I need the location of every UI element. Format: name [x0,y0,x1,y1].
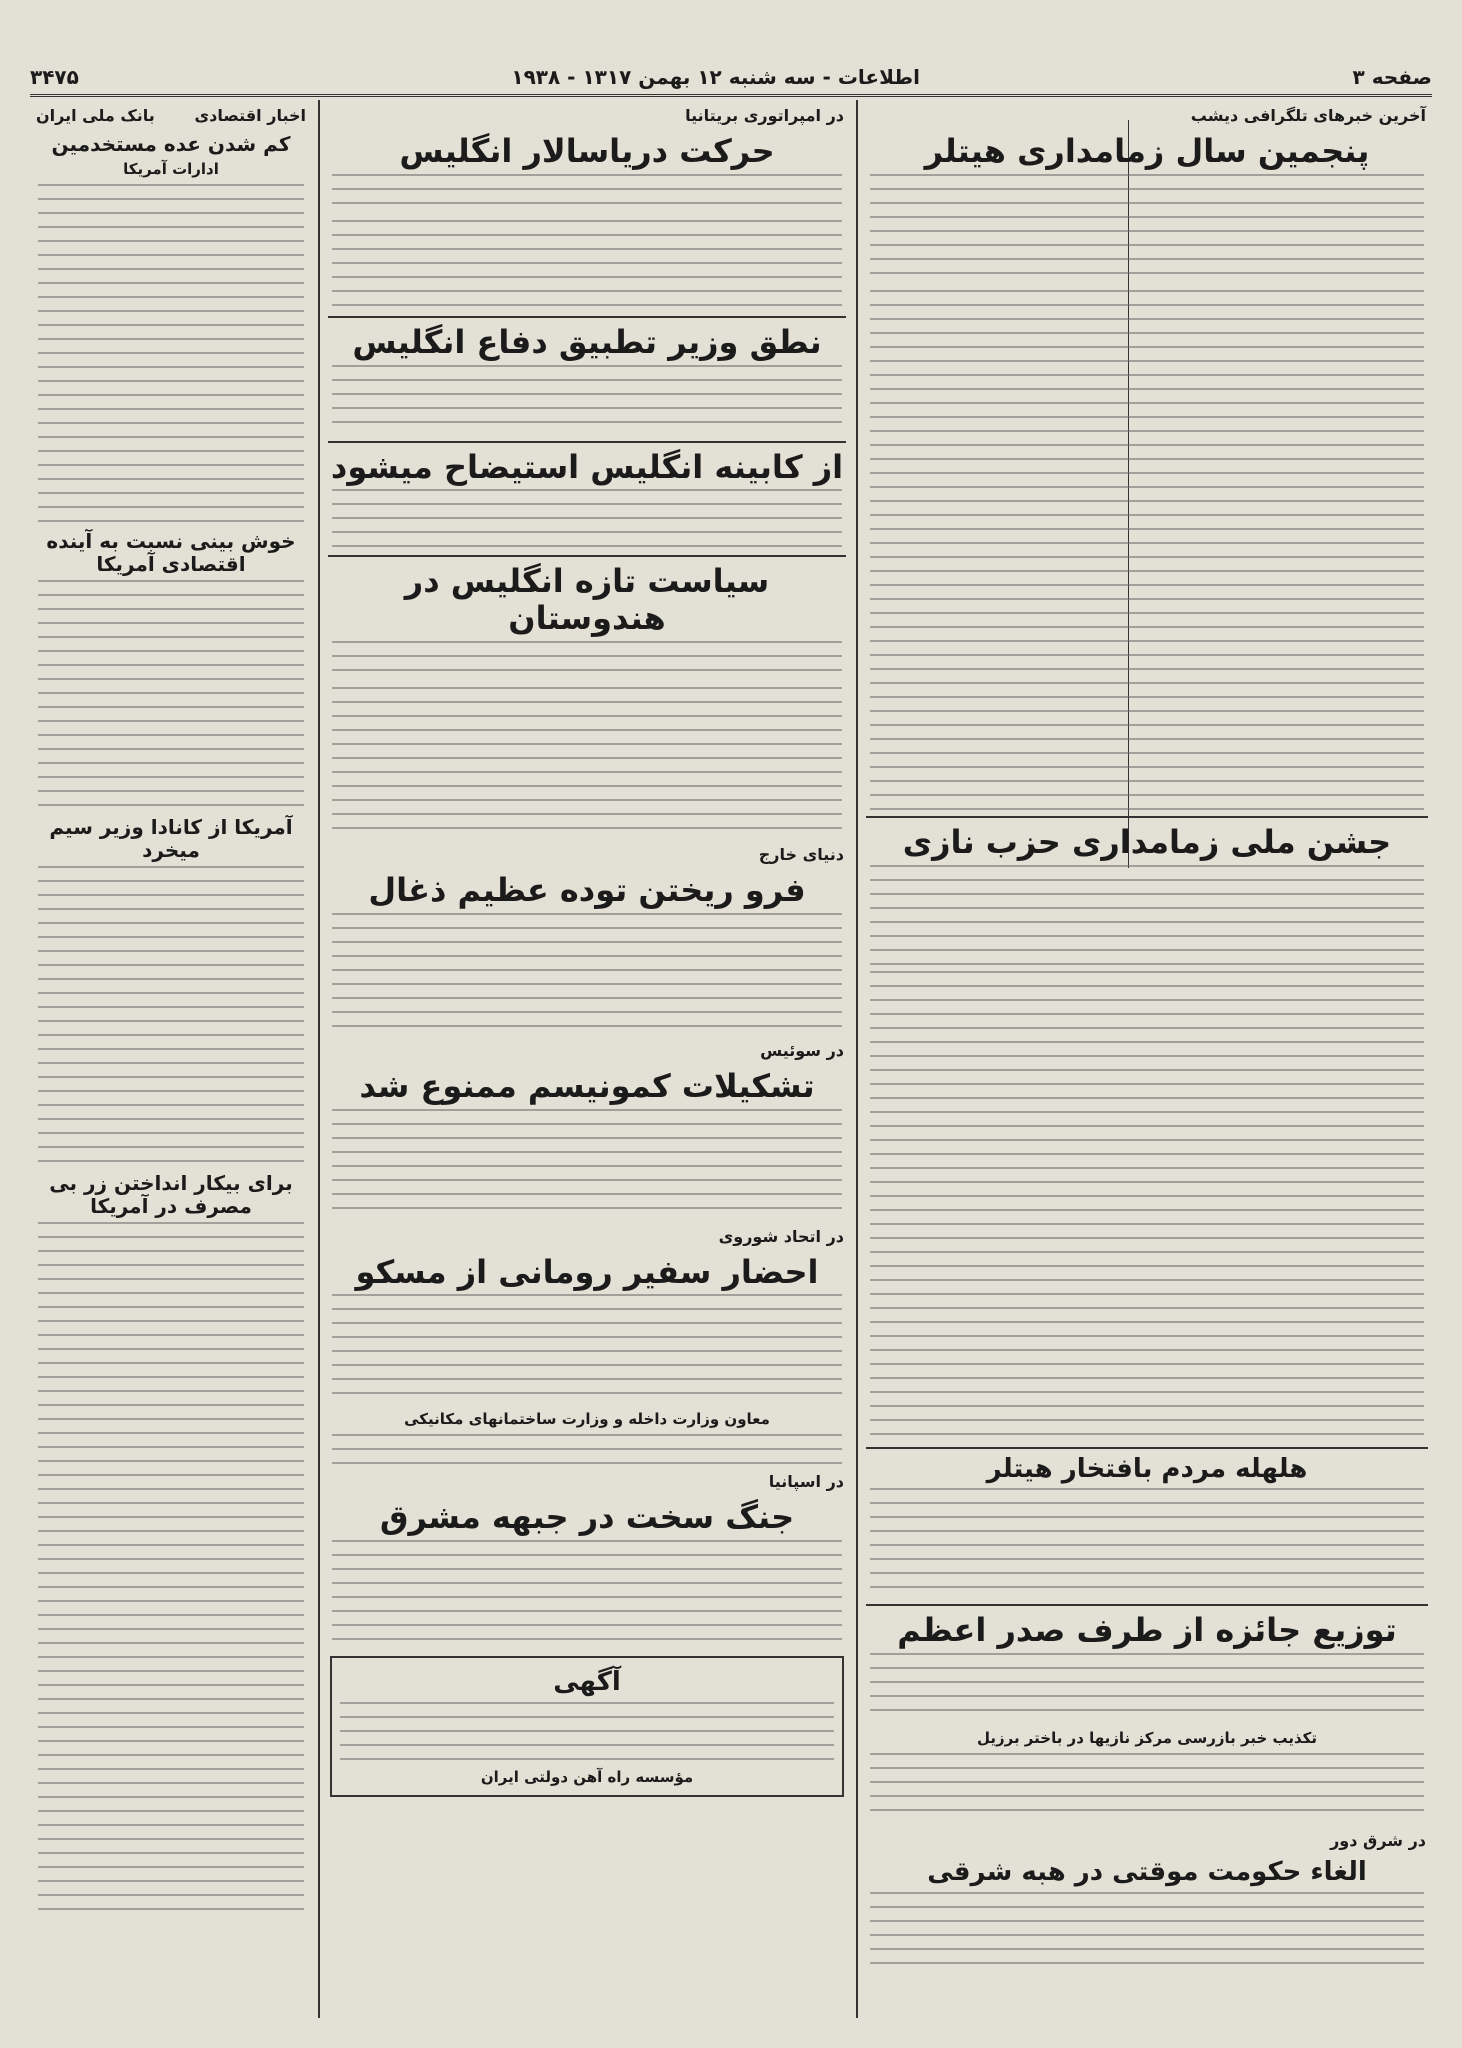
section-rule [866,1447,1428,1449]
text-block [38,184,304,524]
text-block [332,913,842,1033]
advertisement-box [330,1656,844,1797]
section-rule [866,816,1428,818]
label-world: دنیای خارج [758,844,844,864]
left-column [30,104,312,2008]
section-rule [866,1604,1428,1606]
middle-column [324,104,850,2008]
headline-cabinet-interpellation: از کابینه انگلیس استیضاح میشود [330,447,844,486]
text-block [38,580,304,810]
section-rule [328,316,846,318]
text-block [870,290,1424,810]
section-rule [328,441,846,443]
text-block [870,971,1424,1441]
issue-line: اطلاعات - سه شنبه ۱۲ بهمن ۱۳۱۷ - ۱۹۳۸ [511,65,920,89]
headline-silver-from-canada: آمریکا از کانادا وزیر سیم میخرد [49,814,293,862]
headline-coal-collapse: فرو ریختن توده عظیم ذغال [368,870,806,909]
text-block [332,220,842,310]
left-kicker-bank: بانک ملی ایران [36,106,155,125]
text-block [870,865,1424,965]
middle-kicker: در امپراتوری بریتانیا [685,106,844,125]
deck-interior-deputy: معاون وزارت داخله و وزارت ساختمانهای مکانیکی [404,1410,770,1429]
left-kicker-row [30,104,312,127]
label-soviet: در اتحاد شوروی [718,1226,844,1246]
headline-india-policy: سیاست تازه انگلیس در هندوستان [404,562,770,638]
headline-communism-banned: تشکیلات کمونیسم ممنوع شد [359,1066,815,1105]
page-number: صفحه ۳ [1352,65,1432,89]
text-block [38,866,304,1166]
text-block [340,1702,834,1762]
left-kicker-economic: اخبار اقتصادی [194,106,306,125]
label-far-east: در شرق دور [1330,1830,1426,1850]
right-kicker: آخرین خبرهای تلگرافی دیشب [1190,106,1426,125]
headline-prize-distribution: توزیع جائزه از طرف صدر اعظم [897,1611,1397,1650]
ad-footer: مؤسسه راه آهن دولتی ایران [480,1767,694,1786]
column-rule-left [318,100,320,2018]
text-block [870,1753,1424,1823]
issue-number: ۳۴۷۵ [30,65,79,89]
text-block [332,1540,842,1650]
right-column [862,104,1432,2008]
text-block [332,365,842,435]
masthead [30,60,1432,97]
headline-cheers-hitler: هلهله مردم بافتخار هیتلر [986,1453,1308,1484]
label-swiss: در سوئیس [760,1040,844,1060]
text-block [870,1653,1424,1723]
text-block [870,1892,1424,1972]
label-spain: در اسپانیا [768,1471,844,1491]
headline-idle-gold: برای بیکار انداختن زر بی مصرف در آمریکا [49,1170,293,1218]
headline-defence-minister-speech: نطق وزیر تطبیق دفاع انگلیس [352,322,822,361]
ad-title: آگهی [553,1666,621,1697]
text-block [332,641,842,681]
subhead-brazil-denial: تکذیب خبر بازرسی مرکز نازیها در باختر برزیل [976,1729,1318,1748]
text-block [332,1109,842,1219]
headline-romanian-ambassador: احضار سفیر رومانی از مسکو [355,1252,819,1291]
headline-economic-optimism: خوش بینی نسبت به آینده اقتصادی آمریکا [46,528,296,576]
section-rule [328,555,846,557]
text-block [38,1222,304,1922]
headline-hitler-anniversary: پنجمین سال زمامداری هیتلر [924,132,1370,170]
text-block [332,687,842,837]
headline-eastern-front: جنگ سخت در جبهه مشرق [379,1497,795,1536]
headline-fewer-employees: کم شدن عده مستخدمین [51,132,291,156]
text-block [332,1434,842,1464]
headline-admiral-movement: حرکت دریاسالار انگلیس [399,132,775,170]
headline-nazi-festival: جشن ملی زمامداری حزب نازی [902,822,1392,861]
text-block [332,489,842,549]
text-block [870,1488,1424,1598]
text-block [870,174,1424,284]
text-block [332,174,842,214]
column-rule-right [856,100,858,2018]
text-block [332,1294,842,1404]
subhead-us-offices: ادارات آمریکا [123,160,219,178]
headline-provisional-government: الغاء حکومت موقتی در هبه شرقی [927,1856,1367,1887]
